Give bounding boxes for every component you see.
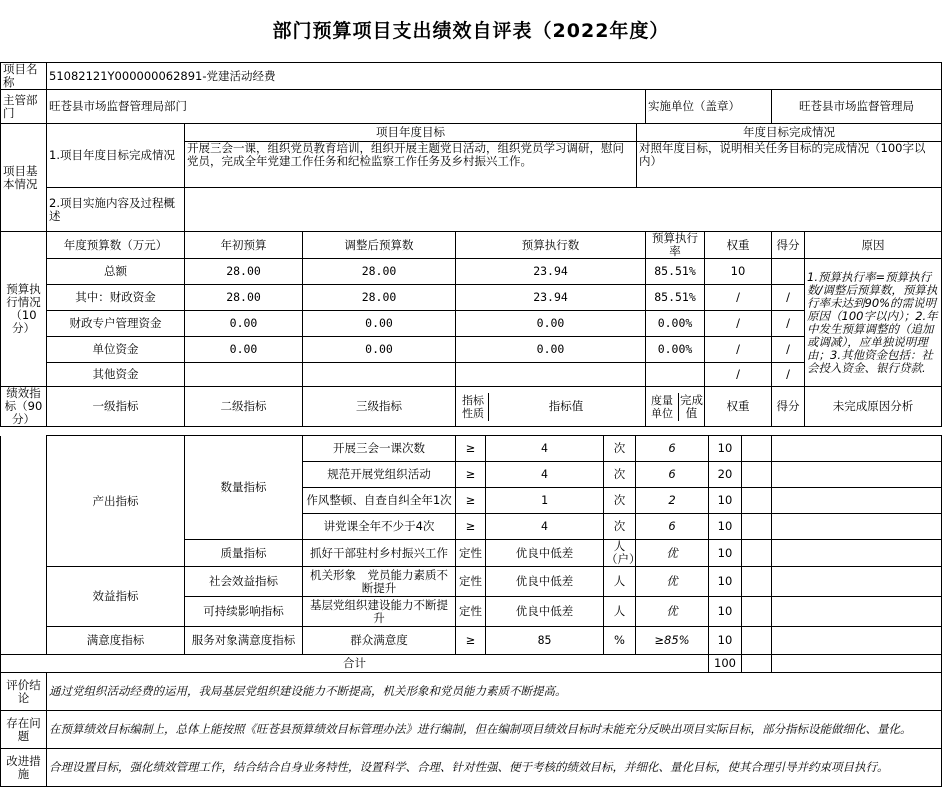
reason	[772, 488, 942, 514]
basic-row2-value	[185, 188, 942, 232]
dept-label: 主管部门	[1, 90, 47, 124]
unit: %	[604, 627, 636, 655]
budget-row-score: /	[772, 285, 805, 311]
impl-unit-label: 实施单位（盖章）	[646, 90, 772, 124]
performance-section-spacer	[1, 436, 47, 655]
score	[742, 514, 772, 540]
budget-row-executed: 0.00	[456, 337, 646, 363]
basic-row1-goal: 开展三会一课，组织党员教育培训，组织开展主题党日活动，组织党员学习调研，慰问党员，完成全年党建工作任务和纪检监察工作任务及乡村振兴工作。	[185, 142, 637, 188]
done-value: 6	[636, 436, 709, 462]
perf-header-reason: 未完成原因分析	[805, 387, 942, 427]
budget-header-amount: 年度预算数（万元）	[47, 232, 185, 259]
target-value: 4	[486, 436, 604, 462]
budget-header-weight: 权重	[705, 232, 772, 259]
reason	[772, 627, 942, 655]
done-value: 优	[636, 597, 709, 627]
performance-section-label: 绩效指标（90分）	[1, 387, 47, 427]
done-value: ≥85%	[636, 627, 709, 655]
budget-row-initial: 0.00	[185, 337, 303, 363]
total-weight: 100	[709, 655, 742, 673]
budget-reason-note: 1.预算执行率=预算执行数/调整后预算数，预算执行率未达到90%的需说明原因（100字以内）；2.年中发生预算调整的（追加或调减），应单独说明理由；3.其他资金包括：社会投入资金、银行贷款.	[805, 259, 942, 387]
perf-header-level2: 二级指标	[185, 387, 303, 427]
issue-label: 存在问题	[1, 711, 47, 749]
budget-header-adjusted: 调整后预算数	[303, 232, 456, 259]
unit: 次	[604, 514, 636, 540]
budget-row-name: 其他资金	[47, 363, 185, 387]
performance-table	[0, 435, 942, 787]
target-value: 4	[486, 462, 604, 488]
score	[742, 627, 772, 655]
level3-label: 作风整顿、自查自纠全年1次	[303, 488, 456, 514]
project-name-value: 51082121Y000000062891-党建活动经费	[47, 63, 942, 90]
level3-label: 群众满意度	[303, 627, 456, 655]
level2-service: 服务对象满意度指标	[185, 627, 303, 655]
level2-quality: 质量指标	[185, 540, 303, 567]
level1-output: 产出指标	[47, 436, 185, 567]
budget-row-initial: 0.00	[185, 311, 303, 337]
weight: 10	[709, 567, 742, 597]
reason	[772, 540, 942, 567]
score	[742, 597, 772, 627]
nature: ≥	[456, 436, 486, 462]
budget-row-score: /	[772, 337, 805, 363]
budget-section-label: 预算执行情况（10分）	[1, 232, 47, 387]
impl-unit-value: 旺苍县市场监督管理局	[772, 90, 942, 124]
perf-header-value: 指标值	[548, 399, 584, 413]
reason	[772, 436, 942, 462]
budget-row-rate: 85.51%	[646, 285, 705, 311]
perf-header-level3: 三级指标	[303, 387, 456, 427]
level3-label: 开展三会一课次数	[303, 436, 456, 462]
issue-text: 在预算绩效目标编制上，总体上能按照《旺苍县预算绩效目标管理办法》进行编制，但在编制项目绩效目标时未能充分反映出项目实际目标，部分指标设能做细化、量化。	[47, 711, 942, 749]
basic-row1-completion: 对照年度目标，说明相关任务目标的完成情况（100字以内）	[637, 142, 942, 188]
budget-row	[1, 311, 942, 337]
budget-row-initial	[185, 363, 303, 387]
weight: 10	[709, 514, 742, 540]
budget-row-rate	[646, 363, 705, 387]
perf-header-weight: 权重	[705, 387, 772, 427]
level1-benefit: 效益指标	[47, 567, 185, 627]
level2-quantity: 数量指标	[185, 436, 303, 540]
done-value: 优	[636, 567, 709, 597]
target-value: 优良中低差	[486, 540, 604, 567]
unit: 人	[604, 567, 636, 597]
target-value: 85	[486, 627, 604, 655]
level3-label: 基层党组织建设能力不断提升	[303, 597, 456, 627]
nature: ≥	[456, 514, 486, 540]
target-value: 4	[486, 514, 604, 540]
budget-row-score: /	[772, 363, 805, 387]
budget-header-initial: 年初预算	[185, 232, 303, 259]
basic-section-label: 项目基本情况	[1, 124, 47, 232]
weight: 10	[709, 540, 742, 567]
nature: ≥	[456, 627, 486, 655]
level1-satisfaction: 满意度指标	[47, 627, 185, 655]
page-title: 部门预算项目支出绩效自评表（2022年度）	[272, 20, 670, 42]
nature: ≥	[456, 462, 486, 488]
eval-text: 通过党组织活动经费的运用，我局基层党组织建设能力不断提高，机关形象和党员能力素质不断提高。	[47, 673, 942, 711]
budget-header-executed: 预算执行数	[456, 232, 646, 259]
done-value: 6	[636, 514, 709, 540]
weight: 10	[709, 488, 742, 514]
unit: 次	[604, 436, 636, 462]
budget-row-weight: /	[705, 285, 772, 311]
reason	[772, 567, 942, 597]
total-score	[742, 655, 772, 673]
budget-row	[1, 363, 942, 387]
measure-label: 改进措施	[1, 749, 47, 787]
project-name-label: 项目名称	[1, 63, 47, 90]
weight: 10	[709, 436, 742, 462]
budget-row-name: 财政专户管理资金	[47, 311, 185, 337]
score	[742, 540, 772, 567]
perf-header-score: 得分	[772, 387, 805, 427]
nature: 定性	[456, 567, 486, 597]
score	[742, 436, 772, 462]
budget-row-score	[772, 259, 805, 285]
budget-row-adjusted: 28.00	[303, 285, 456, 311]
budget-header-reason: 原因	[805, 232, 942, 259]
done-value: 2	[636, 488, 709, 514]
basic-row1-label: 1.项目年度目标完成情况	[47, 124, 185, 188]
perf-header-done: 完成值	[680, 392, 703, 420]
unit: 次	[604, 488, 636, 514]
budget-row-executed: 23.94	[456, 259, 646, 285]
budget-row-weight: 10	[705, 259, 772, 285]
budget-row-initial: 28.00	[185, 285, 303, 311]
nature: 定性	[456, 597, 486, 627]
dept-value: 旺苍县市场监督管理局部门	[47, 90, 646, 124]
budget-row-rate: 85.51%	[646, 259, 705, 285]
level3-label: 规范开展党组织活动	[303, 462, 456, 488]
budget-row-rate: 0.00%	[646, 311, 705, 337]
level3-label: 机关形象 党员能力素质不断提升	[303, 567, 456, 597]
target-value: 优良中低差	[486, 597, 604, 627]
budget-row-rate: 0.00%	[646, 337, 705, 363]
budget-row-adjusted: 0.00	[303, 311, 456, 337]
target-value: 优良中低差	[486, 567, 604, 597]
total-reason	[772, 655, 942, 673]
eval-label: 评价结论	[1, 673, 47, 711]
budget-row-weight: /	[705, 337, 772, 363]
perf-header-nature: 指标性质	[458, 393, 489, 421]
perf-header-unit: 度量单位	[646, 393, 679, 421]
budget-row-executed: 0.00	[456, 311, 646, 337]
score	[742, 488, 772, 514]
reason	[772, 514, 942, 540]
total-label: 合计	[1, 655, 709, 673]
perf-header-nature-value	[456, 387, 646, 427]
basic-row2-label: 2.项目实施内容及过程概述	[47, 188, 185, 232]
evaluation-table	[0, 62, 942, 427]
nature: 定性	[456, 540, 486, 567]
goal-header: 项目年度目标	[185, 124, 637, 142]
budget-row-executed: 23.94	[456, 285, 646, 311]
budget-row-name: 其中：财政资金	[47, 285, 185, 311]
unit: 人	[604, 597, 636, 627]
reason	[772, 462, 942, 488]
done-value: 优	[636, 540, 709, 567]
budget-row-name: 单位资金	[47, 337, 185, 363]
level2-social: 社会效益指标	[185, 567, 303, 597]
unit: 人（户）	[604, 540, 636, 567]
budget-row-adjusted	[303, 363, 456, 387]
unit: 次	[604, 462, 636, 488]
done-value: 6	[636, 462, 709, 488]
budget-row	[1, 337, 942, 363]
budget-row	[1, 259, 942, 285]
level3-label: 讲党课全年不少于4次	[303, 514, 456, 540]
budget-row-adjusted: 28.00	[303, 259, 456, 285]
level2-sustainable: 可持续影响指标	[185, 597, 303, 627]
score	[742, 567, 772, 597]
weight: 20	[709, 462, 742, 488]
budget-row-score: /	[772, 311, 805, 337]
budget-row-initial: 28.00	[185, 259, 303, 285]
measure-text: 合理设置目标，强化绩效管理工作，结合结合自身业务特性，设置科学、合理、针对性强、便于考核的绩效目标，并细化、量化目标，使其合理引导并约束项目执行。	[47, 749, 942, 787]
budget-header-score: 得分	[772, 232, 805, 259]
budget-row-name: 总额	[47, 259, 185, 285]
completion-header: 年度目标完成情况	[637, 124, 942, 142]
perf-header-unit-done	[646, 387, 705, 427]
reason	[772, 597, 942, 627]
budget-row-weight: /	[705, 311, 772, 337]
level3-label: 抓好干部驻村乡村振兴工作	[303, 540, 456, 567]
nature: ≥	[456, 488, 486, 514]
budget-header-rate: 预算执行率	[646, 232, 705, 259]
score	[742, 462, 772, 488]
budget-row-executed	[456, 363, 646, 387]
perf-header-level1: 一级指标	[47, 387, 185, 427]
budget-row-weight: /	[705, 363, 772, 387]
target-value: 1	[486, 488, 604, 514]
budget-row	[1, 285, 942, 311]
budget-row-adjusted: 0.00	[303, 337, 456, 363]
weight: 10	[709, 627, 742, 655]
weight: 10	[709, 597, 742, 627]
